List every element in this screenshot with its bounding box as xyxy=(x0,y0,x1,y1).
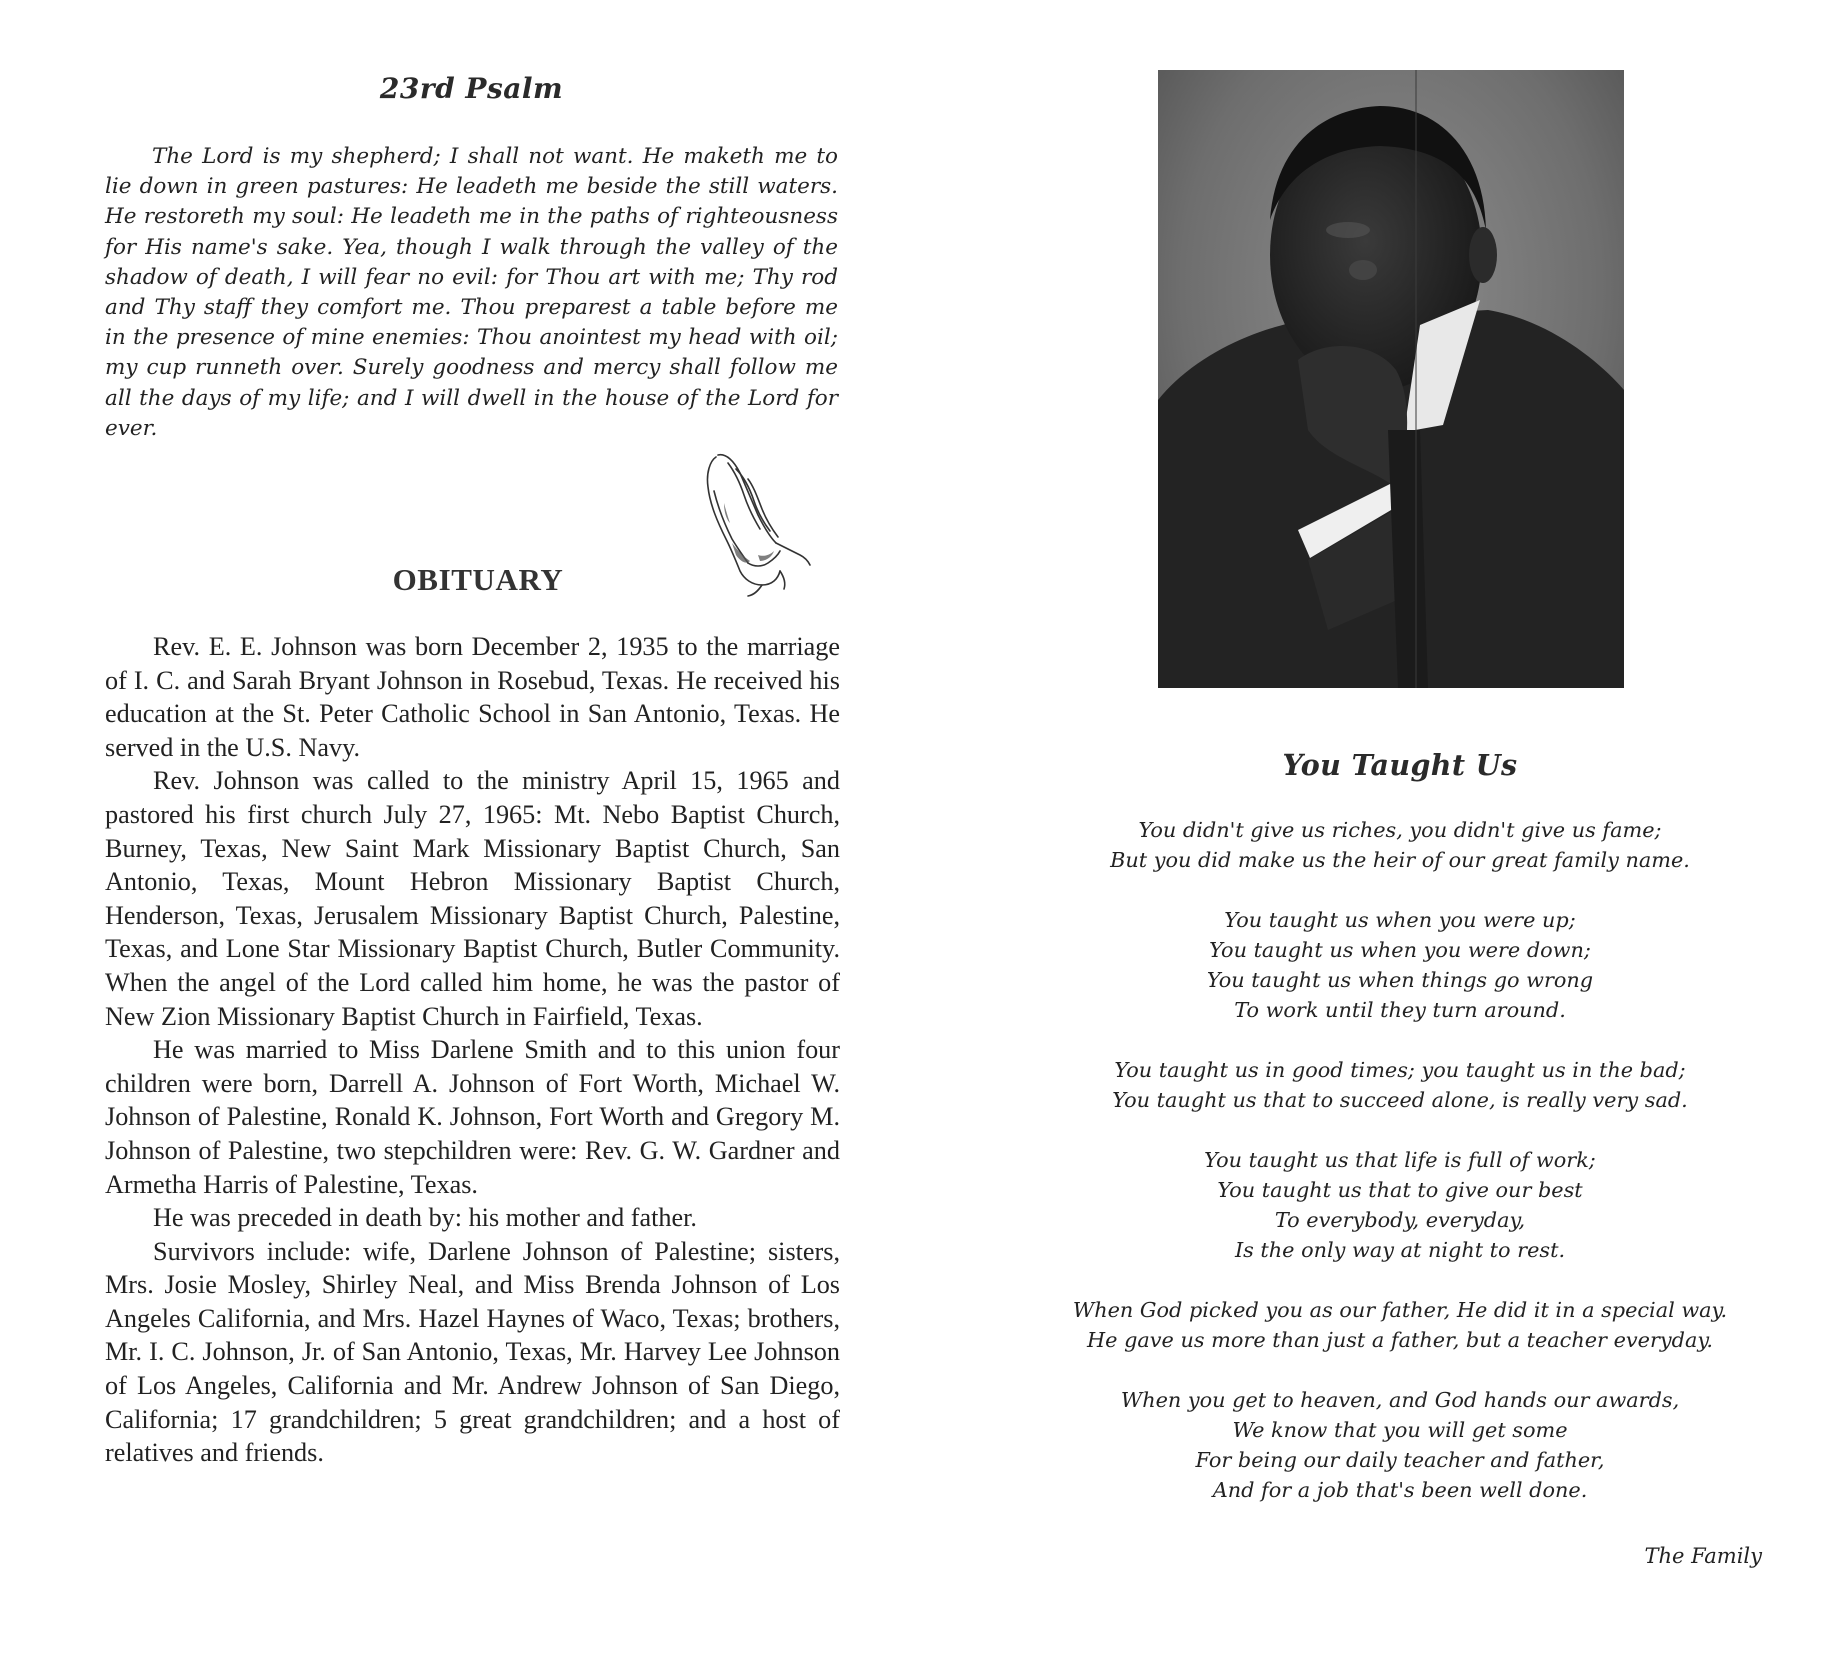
poem-line: You taught us that to give our best xyxy=(1217,1178,1583,1202)
obituary-text xyxy=(105,630,840,1470)
poem-line: For being our daily teacher and father, xyxy=(1195,1448,1605,1472)
poem-stanza xyxy=(1020,1385,1780,1505)
obituary-paragraph: He was preceded in death by: his mother and father. xyxy=(153,1203,697,1233)
poem-line: And for a job that's been well done. xyxy=(1212,1478,1588,1502)
portrait-photo xyxy=(1158,70,1624,688)
poem-signature: The Family xyxy=(1644,1544,1762,1568)
poem-line: You didn't give us riches, you didn't give us fame; xyxy=(1138,818,1662,842)
poem-line: But you did make us the heir of our great family name. xyxy=(1110,848,1690,872)
poem-line: He gave us more than just a father, but a teacher everyday. xyxy=(1087,1328,1713,1352)
poem-text xyxy=(1020,815,1780,1535)
obituary-title: OBITUARY xyxy=(392,562,564,597)
poem-line: When you get to heaven, and God hands our awards, xyxy=(1120,1388,1680,1412)
poem-line: To work until they turn around. xyxy=(1234,998,1566,1022)
poem-line: You taught us in good times; you taught us in the bad; xyxy=(1114,1058,1686,1082)
poem-stanza xyxy=(1020,1055,1780,1115)
poem-line: Is the only way at night to rest. xyxy=(1234,1238,1566,1262)
obituary-paragraph: He was married to Miss Darlene Smith and to this union four children were born, Darrell A. Johnson of Fort Worth, Michael W. Johnson of Palestine, Ronald K. Johnson, Fort Worth and Gregory M. Johnson of Palestine, two stepchildren were: Rev. G. W. Gardner and Armetha Harris of Palestine, Texas. xyxy=(105,1035,840,1199)
obituary-paragraph: Rev. E. E. Johnson was born December 2, 1935 to the marriage of I. C. and Sarah Bryant Johnson in Rosebud, Texas. He received his education at the St. Peter Catholic School in San Antonio, Texas. He served in the U.S. Navy. xyxy=(105,632,840,762)
obituary-paragraph: Survivors include: wife, Darlene Johnson of Palestine; sisters, Mrs. Josie Mosley, Shirley Neal, and Miss Brenda Johnson of Los Angeles California, and Mrs. Hazel Haynes of Waco, Texas; brothers, Mr. I. C. Johnson, Jr. of San Antonio, Texas, Mr. Harvey Lee Johnson of Los Angeles, California and Mr. Andrew Johnson of San Diego, California; 17 grandchildren; 5 great grandchildren; and a host of relatives and friends. xyxy=(105,1236,840,1468)
poem-stanza xyxy=(1020,1295,1780,1355)
psalm-text: The Lord is my shepherd; I shall not want. He maketh me to lie down in green pastures: He leadeth me beside the still waters. He restoreth my soul: He leadeth me in the paths of righteousness for His name's sake. Yea, though I walk through the valley of the shadow of death, I will fear no evil: for Thou art with me; Thy rod and Thy staff they comfort me. Thou preparest a table before me in the presence of mine enemies: Thou anointest my head with oil; my cup runneth over. Surely goodness and mercy shall follow me all the days of my life; and I will dwell in the house of the Lord for ever. xyxy=(105,144,838,441)
obituary-paragraph: Rev. Johnson was called to the ministry April 15, 1965 and pastored his first church July 27, 1965: Mt. Nebo Baptist Church, Burney, Texas, New Saint Mark Missionary Baptist Church, San Antonio, Texas, Mount Hebron Missionary Baptist Church, Henderson, Texas, Jerusalem Missionary Baptist Church, Palestine, Texas, and Lone Star Missionary Baptist Church, Butler Community. When the angel of the Lord called him home, he was the pastor of New Zion Missionary Baptist Church in Fairfield, Texas. xyxy=(105,766,840,1031)
poem-title: You Taught Us xyxy=(1282,748,1518,782)
poem-line: When God picked you as our father, He did it in a special way. xyxy=(1072,1298,1728,1322)
poem-line: You taught us when you were up; xyxy=(1224,908,1576,932)
poem-line: We know that you will get some xyxy=(1232,1418,1568,1442)
poem-line: You taught us when things go wrong xyxy=(1206,968,1594,992)
poem-line: You taught us when you were down; xyxy=(1209,938,1591,962)
poem-stanza xyxy=(1020,815,1780,875)
poem-stanza xyxy=(1020,905,1780,1025)
poem-line: To everybody, everyday, xyxy=(1274,1208,1526,1232)
psalm-title: 23rd Psalm xyxy=(379,72,564,105)
poem-stanza xyxy=(1020,1145,1780,1265)
poem-line: You taught us that life is full of work; xyxy=(1204,1148,1596,1172)
poem-line: You taught us that to succeed alone, is really very sad. xyxy=(1112,1088,1688,1112)
